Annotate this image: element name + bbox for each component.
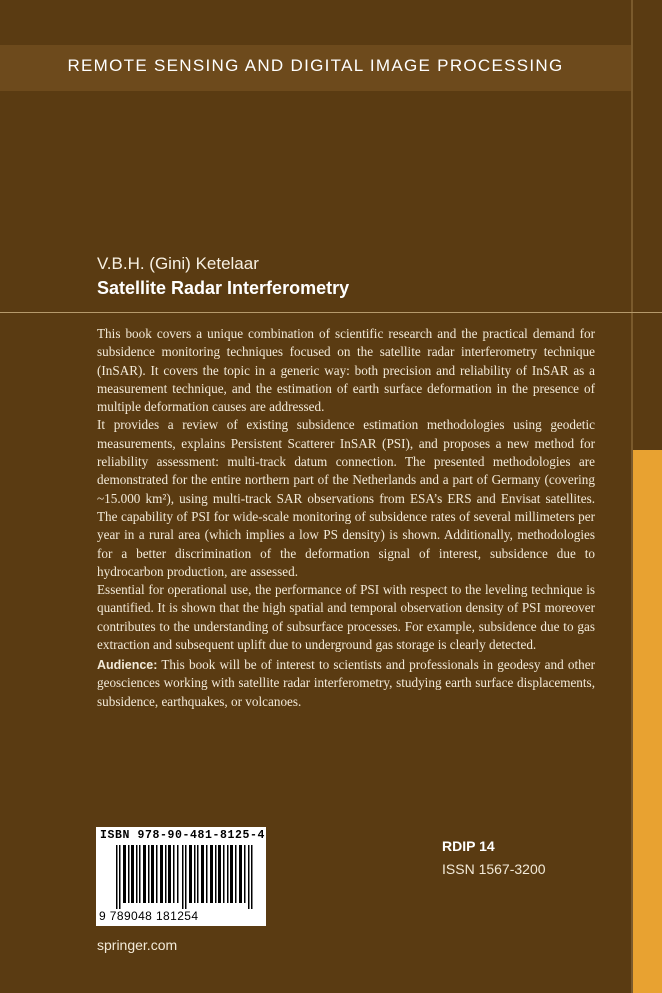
audience-statement bbox=[97, 656, 595, 711]
book-title: Satellite Radar Interferometry bbox=[97, 278, 350, 298]
series-title: REMOTE SENSING AND DIGITAL IMAGE PROCESSING bbox=[67, 56, 564, 75]
audience-text: This book will be of interest to scientists and professionals in geodesy and other geosciences working with satellite radar interferometry, studying earth surface displacements, subsidence, earthquakes, or volcanoes. bbox=[97, 657, 595, 709]
series-number: RDIP 14 bbox=[442, 838, 495, 854]
barcode-bars bbox=[116, 845, 256, 909]
description-paragraph-1: This book covers a unique combination of scientific research and the practical demand for subsidence monitoring techniques focused on the satellite radar interferometry technique (InSAR). It covers the topic in a generic way: both precision and reliability of InSAR as a measurement technique, and the estimation of earth surface deformation in the presence of multiple deformation causes are addressed. bbox=[97, 326, 595, 415]
description-paragraph-3: Essential for operational use, the performance of PSI with respect to the leveling technique is quantified. It is shown that the high spatial and temporal observation density of PSI moreover contributes to the understanding of subsurface processes. For example, subsidence due to gas extraction and subsequent uplift due to underground gas storage is clearly detected. bbox=[97, 582, 595, 653]
isbn-digits: 9 789048 181254 bbox=[99, 909, 199, 923]
spine-accent-stripe bbox=[633, 450, 662, 993]
author-name: V.B.H. (Gini) Ketelaar bbox=[97, 254, 259, 273]
audience-label: Audience: bbox=[97, 658, 158, 672]
isbn-barcode bbox=[96, 827, 266, 926]
publisher-website: springer.com bbox=[97, 937, 178, 953]
isbn-label: ISBN 978-90-481-8125-4 bbox=[100, 829, 266, 842]
issn-number: ISSN 1567-3200 bbox=[442, 861, 546, 877]
book-description bbox=[97, 325, 595, 654]
horizontal-rule bbox=[0, 312, 662, 313]
description-paragraph-2: It provides a review of existing subsidence estimation methodologies using geodetic measurements, explains Persistent Scatterer InSAR (PSI), and proposes a new method for reliability assessment: multi-track datum connection. The presented methodologies are demonstrated for the entire northern part of the Netherlands and a part of Germany (covering ~15.000 km²), using multi-track SAR observations from ESA’s ERS and Envisat satellites. The capability of PSI for wide-scale monitoring of subsidence rates of several millimeters per year in a rural area (which implies a low PS density) is shown. Additionally, methodologies for a better discrimination of the deformation signal of interest, subsidence due to hydrocarbon production, are assessed. bbox=[97, 417, 595, 579]
